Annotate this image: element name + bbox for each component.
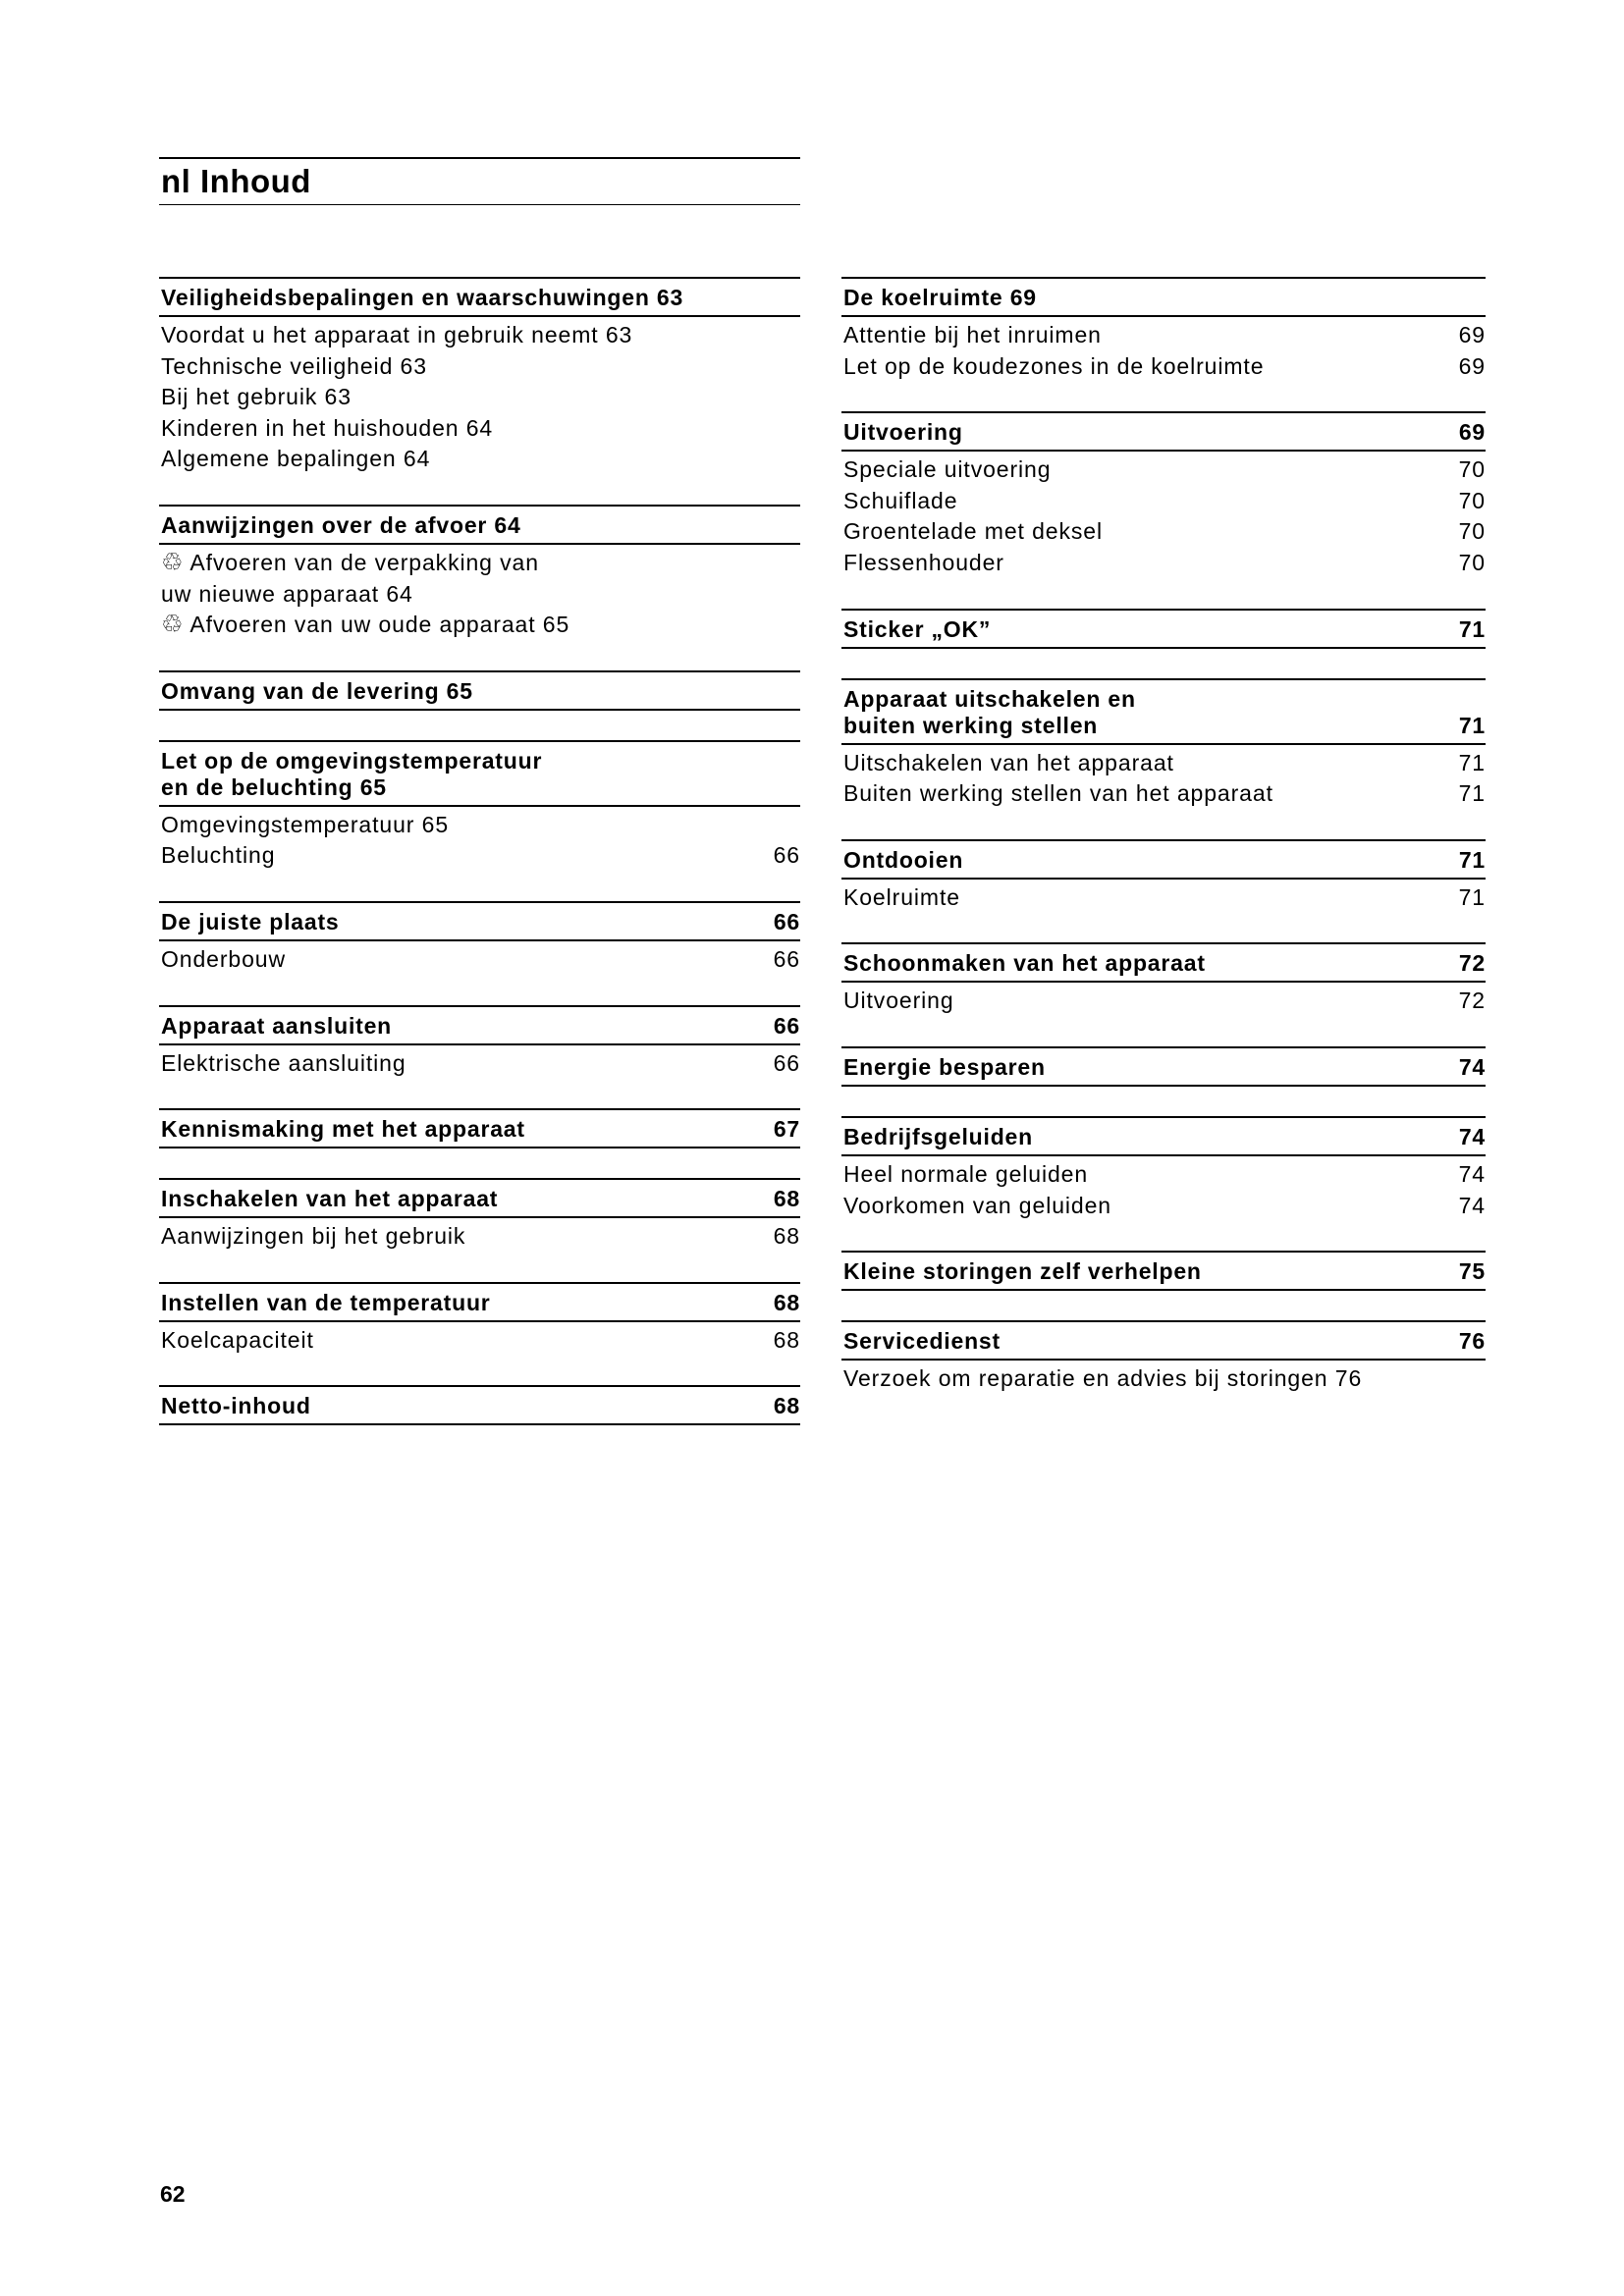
toc-section — [841, 277, 1486, 382]
toc-heading-page: 66 — [773, 1012, 800, 1039]
toc-item-label — [161, 810, 449, 841]
page-header — [159, 157, 800, 205]
toc-item-label — [843, 351, 1264, 383]
toc-item-label — [843, 748, 1174, 779]
toc-section — [159, 670, 800, 711]
toc-heading-page: 68 — [773, 1289, 800, 1315]
toc-item[interactable] — [159, 444, 800, 475]
toc-item-list — [841, 317, 1486, 382]
toc-item-list — [159, 317, 800, 475]
toc-item-label — [843, 882, 960, 914]
toc-item-page: 74 — [1458, 1192, 1486, 1218]
toc-item-label — [161, 382, 352, 413]
toc-section — [159, 1108, 800, 1148]
toc-item-list — [159, 1322, 800, 1357]
toc-item-label — [161, 351, 427, 383]
toc-section-heading[interactable] — [841, 1320, 1486, 1361]
toc-item-list — [841, 1156, 1486, 1221]
page-title: nl Inhoud — [161, 163, 311, 199]
toc-item[interactable] — [159, 610, 800, 641]
toc-item-text: Koelruimte — [843, 883, 960, 910]
toc-section — [159, 740, 800, 872]
toc-item-list — [159, 1218, 800, 1253]
toc-item-label — [843, 516, 1103, 548]
toc-item-text: Buiten werking stellen van het apparaat — [843, 780, 1273, 807]
toc-item-list — [841, 880, 1486, 914]
toc-item[interactable] — [159, 840, 800, 872]
toc-heading-page: 68 — [773, 1186, 800, 1212]
toc-item-label — [161, 944, 286, 976]
toc-item-text: Groentelade met deksel — [843, 518, 1103, 545]
toc-section — [841, 942, 1486, 1017]
toc-item-text: Algemene bepalingen 64 — [161, 446, 431, 472]
toc-section-heading[interactable] — [159, 1385, 800, 1425]
toc-item-label — [843, 548, 1004, 579]
toc-section — [841, 678, 1486, 810]
toc-item[interactable] — [841, 548, 1486, 579]
toc-item-page: 71 — [1458, 780, 1486, 807]
toc-section-heading[interactable] — [159, 1005, 800, 1045]
toc-section-heading[interactable] — [841, 1116, 1486, 1156]
toc-item-text: Bij het gebruik 63 — [161, 384, 352, 410]
toc-heading-text: Netto-inhoud — [161, 1393, 311, 1419]
toc-item[interactable] — [841, 320, 1486, 351]
toc-heading-text: Ontdooien — [843, 846, 964, 873]
toc-heading-page: 74 — [1458, 1123, 1486, 1149]
toc-heading-page: 72 — [1458, 950, 1486, 977]
toc-item-text: Voorkomen van geluiden — [843, 1192, 1111, 1218]
toc-section — [159, 1385, 800, 1425]
toc-section — [159, 1178, 800, 1253]
toc-item-label — [843, 486, 957, 517]
toc-item-text: Attentie bij het inruimen — [843, 322, 1102, 347]
toc-item-label — [161, 1048, 406, 1080]
toc-item-page: 70 — [1458, 549, 1486, 575]
toc-heading-text: Omvang van de levering 65 — [161, 677, 473, 704]
toc-item-label — [843, 1191, 1111, 1222]
toc-item[interactable] — [159, 413, 800, 445]
toc-item-list — [159, 545, 800, 641]
toc-item-label — [161, 840, 275, 872]
toc-item-page: 71 — [1458, 749, 1486, 775]
toc-heading-text: Apparaat uitschakelen en buiten werking stellen — [843, 685, 1136, 738]
toc-item[interactable] — [841, 486, 1486, 517]
toc-item-label — [843, 986, 954, 1017]
toc-item[interactable] — [159, 944, 800, 976]
toc-item-label — [161, 444, 430, 475]
toc-section — [159, 1282, 800, 1357]
toc-heading-page: 76 — [1458, 1328, 1486, 1355]
toc-item-label — [161, 610, 569, 641]
toc-heading-text: Aanwijzingen over de afvoer 64 — [161, 511, 521, 538]
toc-section-heading[interactable] — [841, 609, 1486, 649]
toc-item-label — [843, 454, 1051, 486]
toc-item-text: Speciale uitvoering — [843, 456, 1052, 483]
toc-section — [159, 505, 800, 641]
toc-item-page: 66 — [773, 1049, 800, 1076]
page-number: 62 — [160, 2181, 186, 2207]
toc-section — [841, 609, 1486, 649]
toc-heading-page: 71 — [1458, 846, 1486, 873]
toc-item-page: 69 — [1458, 352, 1486, 379]
toc-item-label — [161, 548, 539, 579]
toc-section-heading[interactable] — [159, 1108, 800, 1148]
toc-item[interactable] — [841, 882, 1486, 914]
toc-heading-text: Kleine storingen zelf verhelpen — [843, 1258, 1202, 1285]
toc-heading-page: 71 — [1458, 712, 1486, 738]
toc-item-text: Afvoeren van uw oude apparaat 65 — [189, 612, 570, 638]
toc-item-label — [843, 1159, 1088, 1191]
toc-item-page: 70 — [1458, 456, 1486, 483]
toc-section — [841, 1046, 1486, 1087]
toc-item-list — [841, 983, 1486, 1017]
toc-item[interactable] — [159, 320, 800, 351]
toc-item-text: Verzoek om reparatie en advies bij storingen 76 — [843, 1365, 1363, 1392]
toc-heading-text: Instellen van de temperatuur — [161, 1289, 491, 1315]
toc-item[interactable] — [841, 1191, 1486, 1222]
toc-item-page: 72 — [1458, 988, 1486, 1014]
toc-item-list — [841, 745, 1486, 810]
recycle-icon: ♲ — [161, 611, 185, 639]
toc-item-text: Technische veiligheid 63 — [161, 352, 427, 379]
toc-section — [841, 1320, 1486, 1395]
toc-heading-page: 74 — [1458, 1053, 1486, 1080]
toc-item[interactable] — [159, 810, 800, 841]
toc-item[interactable] — [159, 1325, 800, 1357]
toc-heading-text: Sticker „OK” — [843, 615, 992, 642]
toc-item-text: Afvoeren van de verpakking van — [189, 549, 539, 575]
toc-item-text: Koelcapaciteit — [161, 1326, 314, 1353]
toc-heading-text: Uitvoering — [843, 419, 963, 446]
toc-item[interactable] — [841, 778, 1486, 810]
toc-heading-text: Kennismaking met het apparaat — [161, 1116, 525, 1143]
toc-item-text: Let op de koudezones in de koelruimte — [843, 352, 1265, 379]
toc-left-column — [159, 277, 800, 1455]
toc-heading-page: 75 — [1458, 1258, 1486, 1285]
toc-heading-page: 66 — [773, 908, 800, 934]
toc-item-text: Beluchting — [161, 842, 276, 869]
toc-right-column — [841, 277, 1486, 1424]
toc-heading-text: De koelruimte 69 — [843, 285, 1037, 310]
toc-item-list — [159, 807, 800, 872]
toc-section-heading[interactable] — [841, 1046, 1486, 1087]
toc-section — [841, 1251, 1486, 1291]
toc-item-page: 70 — [1458, 518, 1486, 545]
toc-section-heading[interactable] — [159, 1178, 800, 1218]
toc-item-label — [161, 1325, 314, 1357]
toc-item[interactable] — [841, 351, 1486, 383]
toc-item[interactable] — [841, 1159, 1486, 1191]
toc-heading-page: 67 — [773, 1116, 800, 1143]
toc-item-label — [161, 1221, 465, 1253]
toc-heading-page: 71 — [1458, 615, 1486, 642]
toc-item-page: 66 — [773, 842, 800, 869]
toc-item-list — [159, 1045, 800, 1080]
toc-heading-text: Veiligheidsbepalingen en waarschuwingen 63 — [161, 285, 684, 310]
toc-item-label — [843, 320, 1102, 351]
toc-item[interactable] — [159, 1048, 800, 1080]
toc-section-heading[interactable] — [159, 277, 800, 317]
toc-section-heading[interactable] — [841, 1251, 1486, 1291]
toc-item-label — [161, 579, 413, 611]
toc-item[interactable] — [159, 1221, 800, 1253]
toc-item[interactable] — [841, 454, 1486, 486]
toc-item-page: 68 — [773, 1223, 800, 1250]
toc-item[interactable] — [159, 548, 800, 579]
toc-item-text: Uitschakelen van het apparaat — [843, 749, 1174, 775]
toc-item-page: 74 — [1458, 1160, 1486, 1187]
toc-item[interactable] — [841, 516, 1486, 548]
toc-heading-text: De juiste plaats — [161, 908, 340, 934]
toc-section-heading[interactable] — [841, 411, 1486, 452]
toc-item-text: uw nieuwe apparaat 64 — [161, 580, 413, 607]
toc-heading-page: 68 — [773, 1393, 800, 1419]
toc-item-text: Flessenhouder — [843, 549, 1004, 575]
toc-section-heading[interactable] — [159, 740, 800, 807]
toc-section-heading[interactable] — [159, 670, 800, 711]
toc-section-heading[interactable] — [159, 901, 800, 941]
toc-heading-text: Apparaat aansluiten — [161, 1012, 393, 1039]
recycle-icon: ♲ — [161, 548, 185, 576]
toc-item-label — [161, 413, 493, 445]
toc-section-heading[interactable] — [159, 505, 800, 545]
toc-item-text: Kinderen in het huishouden 64 — [161, 414, 494, 441]
toc-heading-text: Energie besparen — [843, 1053, 1046, 1080]
toc-item-label — [843, 1363, 1362, 1395]
toc-item-text: Heel normale geluiden — [843, 1160, 1089, 1187]
toc-heading-page: 69 — [1458, 419, 1486, 446]
toc-item-page: 71 — [1458, 883, 1486, 910]
toc-section — [841, 839, 1486, 914]
toc-heading-text: Servicedienst — [843, 1328, 1001, 1355]
toc-item[interactable] — [841, 1363, 1486, 1395]
toc-item-text: Uitvoering — [843, 988, 954, 1014]
toc-heading-text: Let op de omgevingstemperatuur en de beluchting 65 — [161, 747, 543, 800]
toc-section-heading[interactable] — [841, 678, 1486, 745]
toc-item-text: Aanwijzingen bij het gebruik — [161, 1223, 466, 1250]
toc-item-label — [161, 320, 632, 351]
toc-item-text: Elektrische aansluiting — [161, 1049, 406, 1076]
toc-item-text: Onderbouw — [161, 945, 287, 972]
toc-item-page: 70 — [1458, 487, 1486, 513]
toc-item-page: 68 — [773, 1326, 800, 1353]
toc-section — [841, 411, 1486, 578]
toc-section-heading[interactable] — [841, 942, 1486, 983]
toc-section — [159, 901, 800, 976]
toc-section — [841, 1116, 1486, 1221]
toc-item[interactable] — [841, 748, 1486, 779]
toc-item-label — [843, 778, 1273, 810]
toc-heading-text: Bedrijfsgeluiden — [843, 1123, 1033, 1149]
toc-item[interactable] — [159, 382, 800, 413]
toc-section — [159, 277, 800, 475]
toc-item-text: Schuiflade — [843, 487, 958, 513]
toc-section-heading[interactable] — [159, 1282, 800, 1322]
toc-section-heading[interactable] — [841, 839, 1486, 880]
toc-item-text: Voordat u het apparaat in gebruik neemt 63 — [161, 322, 633, 347]
toc-section — [159, 1005, 800, 1080]
toc-heading-text: Schoonmaken van het apparaat — [843, 950, 1206, 977]
toc-item[interactable] — [841, 986, 1486, 1017]
toc-heading-text: Inschakelen van het apparaat — [161, 1186, 499, 1212]
toc-item-list — [841, 1361, 1486, 1395]
toc-item-list — [159, 941, 800, 976]
toc-item-page: 69 — [1458, 322, 1486, 347]
toc-item-text: Omgevingstemperatuur 65 — [161, 811, 450, 837]
toc-item-list — [841, 452, 1486, 578]
toc-item[interactable] — [159, 579, 800, 611]
toc-section-heading[interactable] — [841, 277, 1486, 317]
toc-item-page: 66 — [773, 945, 800, 972]
toc-item[interactable] — [159, 351, 800, 383]
